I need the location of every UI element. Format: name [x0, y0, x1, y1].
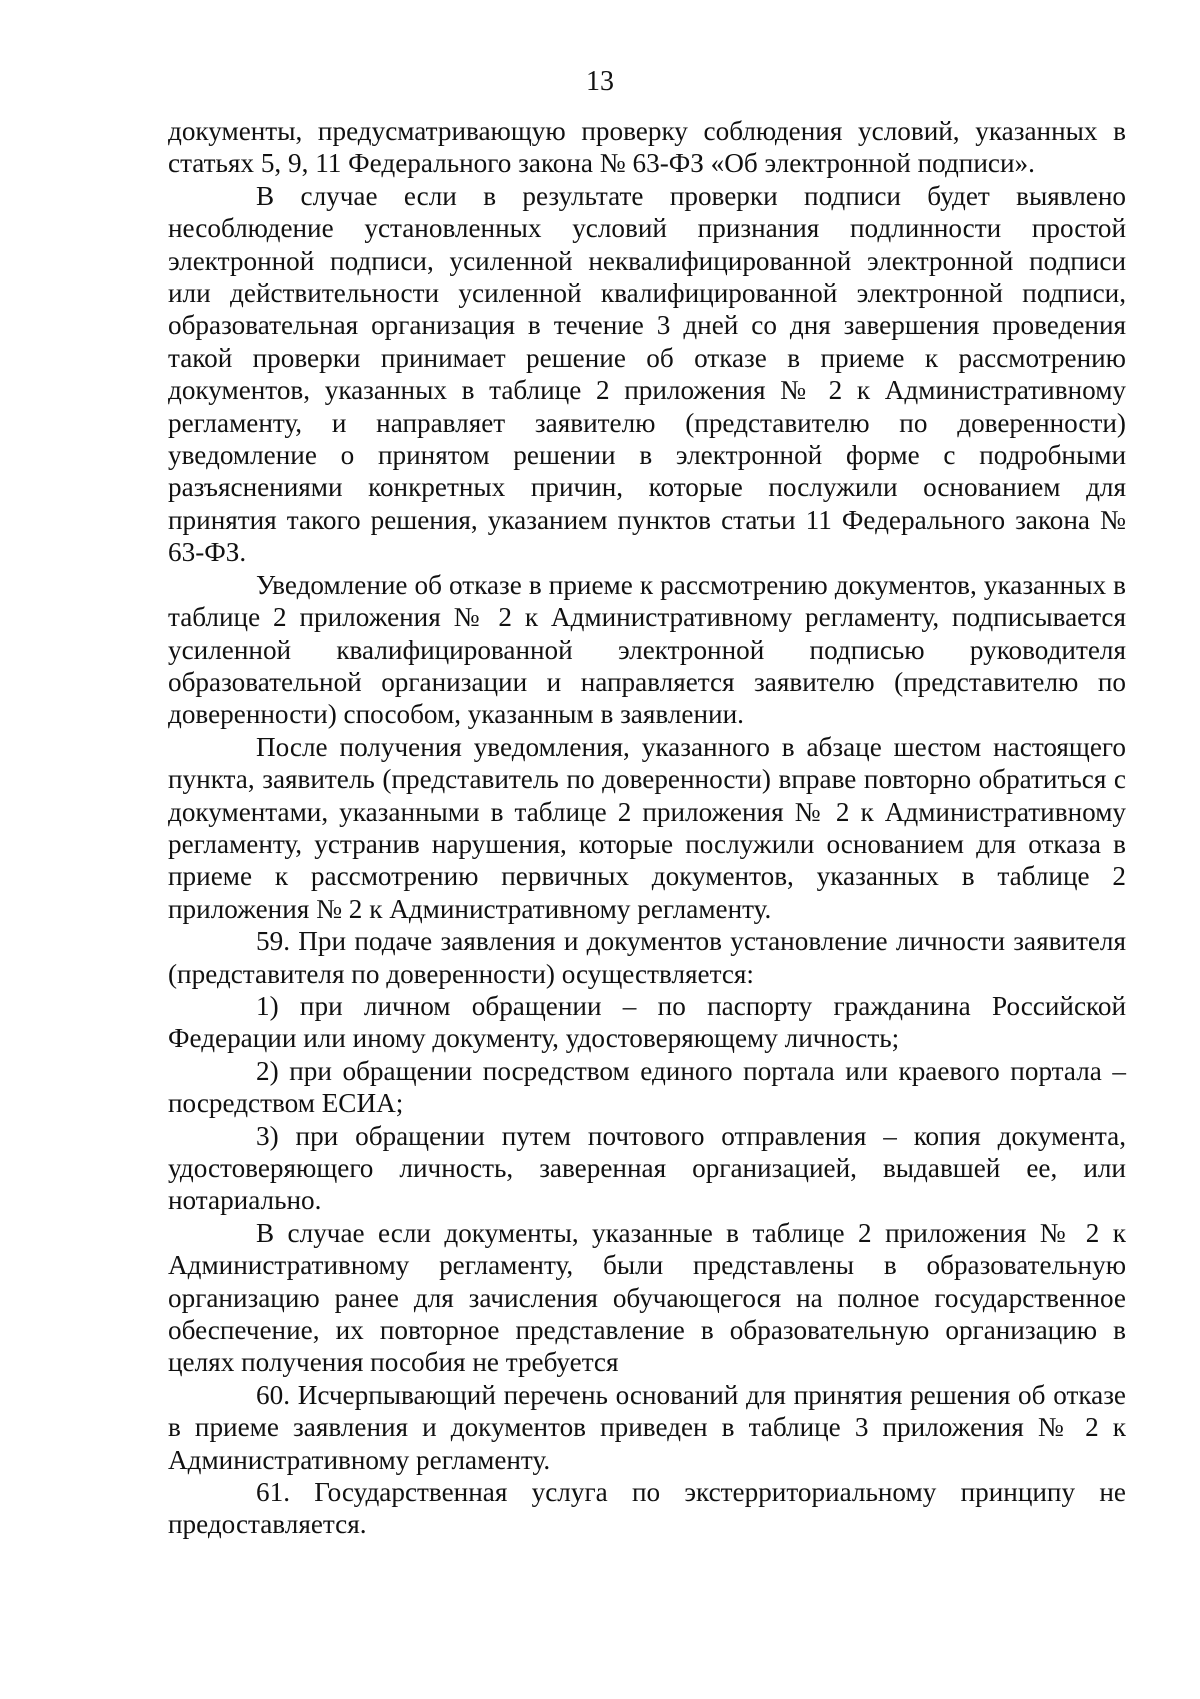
paragraph-refusal-notice: Уведомление об отказе в приеме к рассмотрению документов, указанных в таблице 2 приложения № 2 к Административному регламенту, подписывается усиленной квалифицированной электронной подписью руководителя образовательной организации и направляется заявителю (представителю по доверенности) способом, указанным в заявлении. [168, 569, 1126, 730]
list-item-3: 3) при обращении путем почтового отправления – копия документа, удостоверяющего личность, заверенная организацией, выдавшей ее, или нотариально. [168, 1120, 1126, 1216]
list-item-2: 2) при обращении посредством единого портала или краевого портала – посредством ЕСИА; [168, 1055, 1126, 1119]
paragraph-item-59: 59. При подаче заявления и документов установление личности заявителя (представителя по доверенности) осуществляется: [168, 926, 1126, 989]
list-item-1: 1) при личном обращении – по паспорту гражданина Российской Федерации или иному документу, удостоверяющему личность; [168, 990, 1126, 1054]
paragraph-continuation: документы, предусматривающую проверку соблюдения условий, указанных в статьях 5, 9, 11 Федерального закона № 63-ФЗ «Об электронной подписи». [168, 116, 1126, 179]
paragraph-no-resubmission: В случае если документы, указанные в таблице 2 приложения № 2 к Административному регламенту, были представлены в образовательную организацию ранее для зачисления обучающегося на полное государственное обеспечение, их повторное представление в образовательную организацию в целях получения пособия не требуется [168, 1217, 1126, 1378]
paragraph-signature-check-failure: В случае если в результате проверки подписи будет выявлено несоблюдение установленных условий признания подлинности простой электронной подписи, усиленной неквалифицированной электронной подписи или действительности усиленной квалифицированной электронной подписи, образовательная организация в течение 3 дней со дня завершения проведения такой проверки принимает решение об отказе в приеме к рассмотрению документов, указанных в таблице 2 приложения № 2 к Административному регламенту, и направляет заявителю (представителю по доверенности) уведомление о принятом решении в электронной форме с подробными разъяснениями конкретных причин, которые послужили основанием для принятия такого решения, указанием пунктов статьи 11 Федерального закона № 63-ФЗ. [168, 180, 1126, 568]
paragraph-repeat-application: После получения уведомления, указанного в абзаце шестом настоящего пункта, заявитель (представитель по доверенности) вправе повторно обратиться с документами, указанными в таблице 2 приложения № 2 к Административному регламенту, устранив нарушения, которые послужили основанием для отказа в приеме к рассмотрению первичных документов, указанных в таблице 2 приложения № 2 к Административному регламенту. [168, 731, 1126, 924]
paragraph-item-61: 61. Государственная услуга по экстерриториальному принципу не предоставляется. [168, 1477, 1126, 1540]
document-body [168, 115, 1126, 1541]
page-number: 13 [586, 66, 614, 97]
paragraph-item-60: 60. Исчерпывающий перечень оснований для принятия решения об отказе в приеме заявления и документов приведен в таблице 3 приложения № 2 к Административному регламенту. [168, 1379, 1126, 1475]
